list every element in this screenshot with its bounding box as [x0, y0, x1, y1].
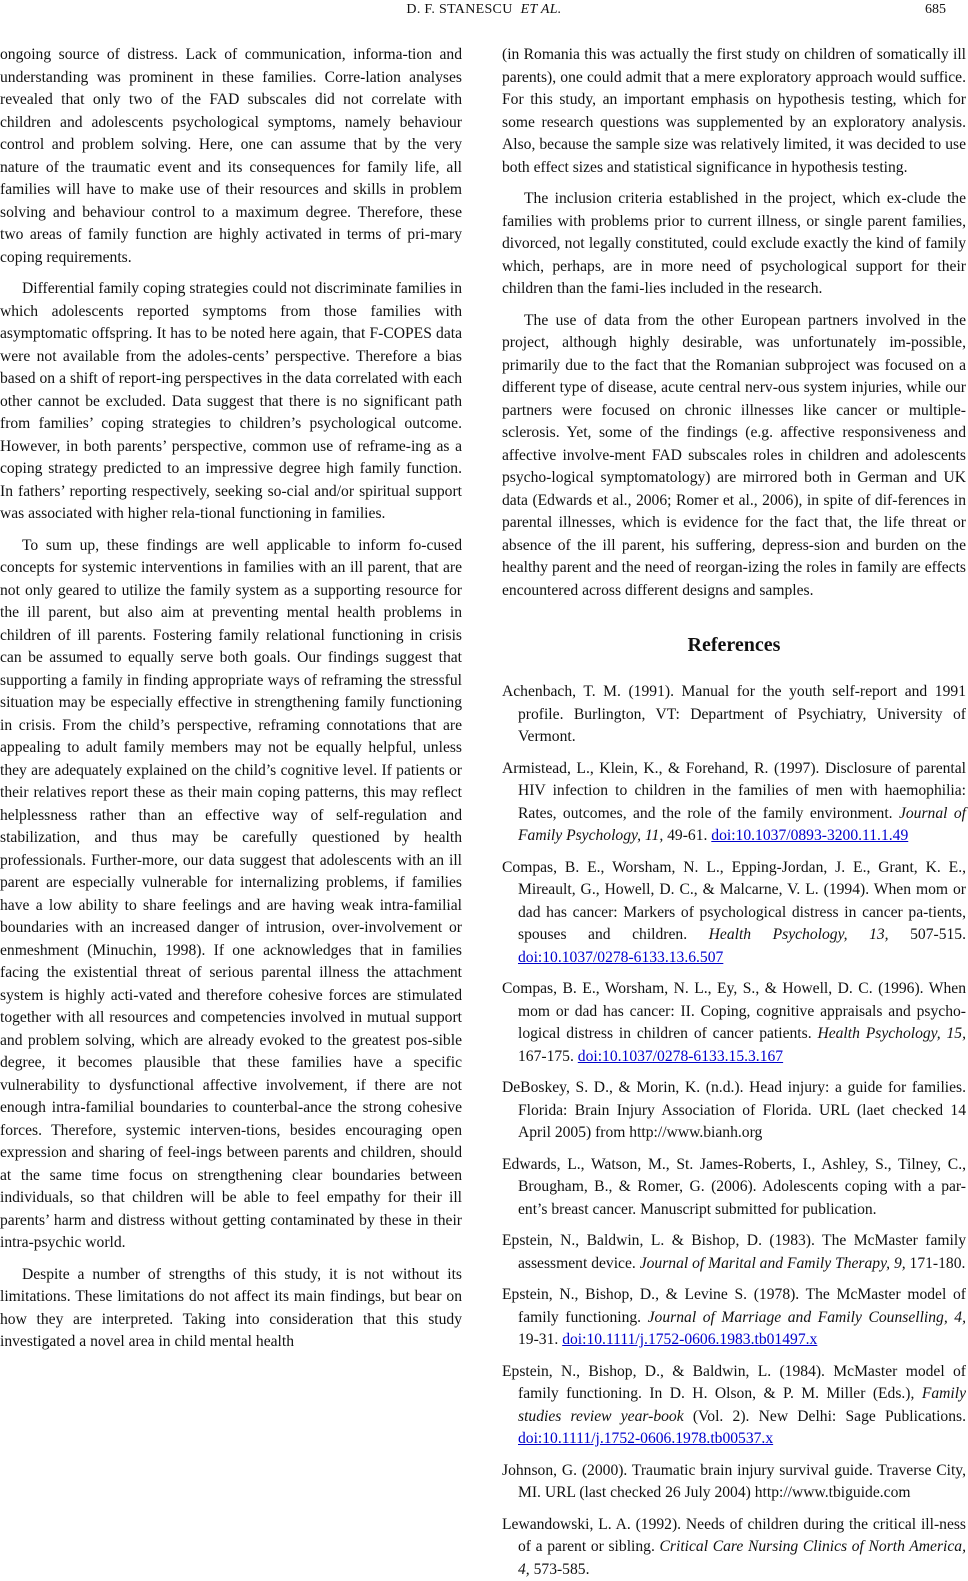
reference-item — [502, 1230, 966, 1275]
reference-text: Edwards, L., Watson, M., St. James-Roberts, I., Ashley, S., Tilney, C., Brougham, B., & Romer, G. (2006). Adolescents coping with a par-ent’s breast cancer. Manuscript submitted for publication. — [502, 1156, 966, 1218]
reference-item — [502, 978, 966, 1068]
reference-pages: 507-515. — [889, 926, 966, 943]
reference-text: Compas, B. E., Worsham, N. L., Ey, S., & Howell, D. C. (1996). When mom or dad has cancer: II. Coping, cognitive appraisals and psycho-logical distress in children of cancer patients. — [502, 980, 966, 1042]
reference-doi-link[interactable]: doi:10.1111/j.1752-0606.1983.tb01497.x — [562, 1331, 817, 1348]
body-paragraph: The use of data from the other European partners involved in the project, although highly desirable, was unfortunately im-possible, primarily due to the fact that the Romanian subproject was focused on a different type of disease, acute central nerv-ous system injuries, while our partners were focused on chronic illnesses like cancer or multiple-sclerosis. Yet, some of the findings (e.g. affective responsiveness and affective involve-ment FAD subscales roles in children and adolescents psycho-logical symptomatology) are mirrored both in German and UK data (Edwards et al., 2006; Romer et al., 2006), in spite of dif-ferences in parental illnesses, which is evidence for the fact that, the life threat or absence of the ill parent, his suffering, depress-sion and burden on the healthy parent and the need of reorgan-izing the roles in family are effects encountered across different designs and samples. — [502, 310, 966, 603]
references-heading: References — [502, 634, 966, 657]
body-paragraph: ongoing source of distress. Lack of communication, informa-tion and understanding was prominent in these families. Corre-lation analyses revealed that only two of the FAD subscales did not correlate with children and adolescents psychological symptoms, namely behaviour control and problem solving. Here, one can assume that by the very nature of the traumatic event and its consequences for family life, all families will have to make use of their resources and skills in problem solving and behaviour control to a maximum degree. Therefore, these two areas of family function are highly activated in terms of pri-mary coping requirements. — [0, 44, 462, 269]
left-column — [0, 44, 462, 1354]
reference-journal: Family studies review year-book — [518, 1385, 966, 1425]
reference-text: Armistead, L., Klein, K., & Forehand, R. (1997). Disclosure of parental HIV infection to children in the families of men with haemophilia: Rates, outcomes, and the role of the family environment. — [502, 760, 966, 822]
reference-text: Epstein, N., Bishop, D., & Levine S. (1978). The McMaster model of family functioning. — [502, 1286, 966, 1326]
reference-text: Compas, B. E., Worsham, N. L., Epping-Jordan, J. E., Grant, K. E., Mireault, G., Howell, D. C., & Malcarne, V. L. (1994). When mom or dad has cancer: Markers of psychological distress in cancer pa-tients, spouses and children. — [502, 859, 966, 944]
reference-pages: 19-31. — [518, 1331, 562, 1348]
reference-item — [502, 1154, 966, 1222]
body-paragraph: To sum up, these findings are well applicable to inform fo-cused concepts for systemic interventions in families with an ill parent, that are not only geared to utilize the family system as a supporting resource for the ill parent, but also aim at preventing mental health problems in children of ill parents. Fostering family relational functioning in crisis can be assumed to equally serve both goals. Our findings suggest that supporting a family in finding appropriate ways of reframing the stressful situation may be especially effective in strengthening family functioning in crisis. From the child’s perspective, reframing connotations that are appealing to adult family members may not be equally helpful, unless they are adequately explained on the child’s cognitive level. If patients or their relatives report these as their main coping patterns, this may reflect helplessness rather than an effective way of self-regulation and stabilization, and thus may be carefully questioned by health professionals. Further-more, our data suggest that adolescents with an ill parent are especially vulnerable for internalizing problems, if families have a low ability to share feelings and are having weak intra-familial boundaries with an increased danger of intrusion, over-involvement or enmeshment (Minuchin, 1998). If one acknowledges that in families facing the existential threat of serious parental illness the attachment system is highly acti-vated and therefore cohesive forces are stimulated together with all resources and competencies involved in mutual support and problem solving, which are already evoked to the greatest pos-sible degree, it becomes plausible that these families have a specific vulnerability to dysfunctional affective involvement, if there are not enough intra-familial boundaries to counterbal-ance the strong cohesive forces. Therefore, systemic interven-tions, besides encouraging open expression and sharing of feel-ings between parents and children, should at the same time focus on strengthening clear boundaries between individuals, so that children will be able to feel empathy for their ill parents’ harm and distress without getting contaminated by these in their intra-psychic world. — [0, 535, 462, 1255]
reference-journal: Journal of Family Psychology, 11, — [518, 805, 966, 845]
reference-item — [502, 857, 966, 970]
reference-pages: 171-180. — [906, 1255, 966, 1272]
reference-journal: Health Psychology, 13, — [709, 926, 889, 943]
reference-item — [502, 681, 966, 749]
page-number: 685 — [925, 2, 946, 18]
reference-item — [502, 758, 966, 848]
reference-text: Achenbach, T. M. (1991). Manual for the youth self-report and 1991 profile. Burlington, VT: Department of Psychiatry, University of Vermont. — [502, 683, 966, 745]
running-header-authors — [0, 2, 968, 18]
reference-pages: (Vol. 2). New Delhi: Sage Publications. — [684, 1408, 966, 1425]
reference-pages: 49-61. — [663, 827, 711, 844]
body-paragraph: (in Romania this was actually the first study on children of somatically ill parents), one could admit that a mere exploratory approach would suffice. For this study, an important emphasis on hypothesis testing, which for some research questions was supplemented by an exploratory analysis. Also, because the sample size was relatively limited, it was decided to use both effect sizes and statistical significance in hypothesis testing. — [502, 44, 966, 179]
reference-journal: Health Psychology, 15, — [817, 1025, 966, 1042]
et-al: ET AL. — [521, 2, 562, 17]
reference-doi-link[interactable]: doi:10.1037/0893-3200.11.1.49 — [711, 827, 908, 844]
reference-journal: Journal of Marriage and Family Counselling, 4, — [648, 1309, 966, 1326]
reference-item — [502, 1361, 966, 1451]
reference-doi-link[interactable]: doi:10.1111/j.1752-0606.1978.tb00537.x — [518, 1430, 773, 1447]
reference-doi-link[interactable]: doi:10.1037/0278-6133.13.6.507 — [518, 949, 723, 966]
reference-text: Lewandowski, L. A. (1992). Needs of children during the critical ill-ness of a parent or sibling. — [502, 1516, 966, 1556]
reference-text: DeBoskey, S. D., & Morin, K. (n.d.). Head injury: a guide for families. Florida: Brain Injury Association of Florida. URL (laet checked 14 April 2005) from http://www.bianh.org — [502, 1079, 966, 1141]
body-paragraph: The inclusion criteria established in the project, which ex-clude the families with problems prior to current illness, or single parent families, divorced, not legally constituted, could exclude exactly the kind of family which, perhaps, are in more need of psychological support for their children than the fami-lies included in the research. — [502, 188, 966, 301]
author-name: D. F. STANESCU — [406, 2, 512, 17]
body-paragraph: Despite a number of strengths of this study, it is not without its limitations. These limitations do not affect its main findings, but bear on how they are interpreted. Taking into consideration that this study investigated a novel area in child mental health — [0, 1264, 462, 1354]
body-paragraph: Differential family coping strategies could not discriminate families in which adolescents reported symptoms from those families with asymptomatic offspring. It has to be noted here again, that F-COPES data were not available from the adoles-cents’ perspective. Therefore a bias based on a shift of report-ing perspectives in the data correlated with each other cannot be excluded. Data suggest that there is no significant path from families’ coping strategies to children’s psychological outcome. However, in both parents’ perspective, common use of reframe-ing as a coping strategy predicted to an impressive degree high family function. In fathers’ reporting respectively, seeking so-cial and/or spiritual support was associated with higher rela-tional functioning in families. — [0, 278, 462, 526]
reference-item — [502, 1077, 966, 1145]
reference-text: Johnson, G. (2000). Traumatic brain injury survival guide. Traverse City, MI. URL (last checked 26 July 2004) http://www.tbiguide.com — [502, 1462, 966, 1502]
reference-journal: Journal of Marital and Family Therapy, 9, — [640, 1255, 906, 1272]
reference-item — [502, 1284, 966, 1352]
reference-journal: Critical Care Nursing Clinics of North America, 4, — [518, 1538, 966, 1578]
reference-doi-link[interactable]: doi:10.1037/0278-6133.15.3.167 — [578, 1048, 783, 1065]
running-header — [0, 0, 968, 24]
reference-pages: 573-585. — [530, 1561, 590, 1578]
reference-item — [502, 1460, 966, 1505]
reference-text: Epstein, N., Bishop, D., & Baldwin, L. (1984). McMaster model of family functioning. In D. H. Olson, & P. M. Miller (Eds.), — [502, 1363, 966, 1403]
reference-text: Epstein, N., Baldwin, L. & Bishop, D. (1983). The McMaster family assessment device. — [502, 1232, 966, 1272]
reference-item — [502, 1514, 966, 1581]
reference-list — [502, 681, 966, 1581]
right-column — [502, 44, 966, 1581]
reference-pages: 167-175. — [518, 1048, 578, 1065]
